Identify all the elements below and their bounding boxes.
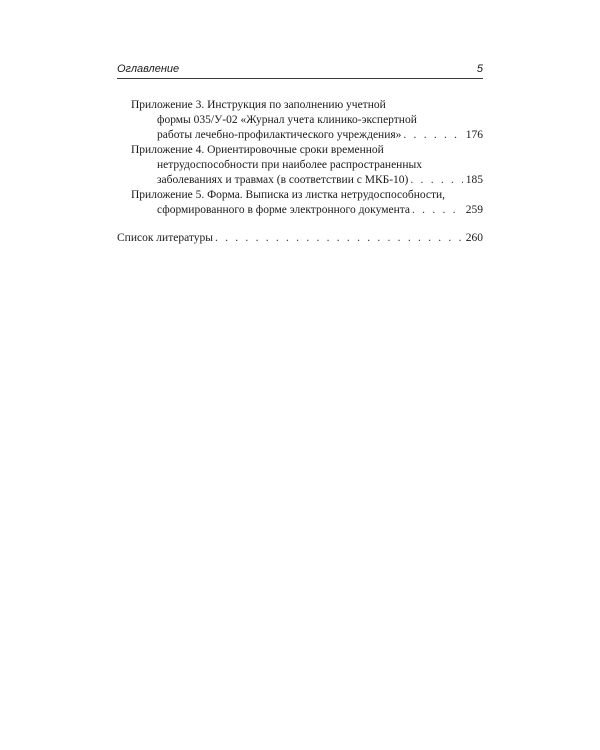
dot-leader xyxy=(412,203,463,218)
running-head xyxy=(117,62,483,79)
toc-entry-text: Приложение 5. Форма. Выписка из листка нетрудоспособности, xyxy=(131,189,446,201)
table-of-contents xyxy=(117,98,483,246)
running-head-title: Оглавление xyxy=(117,63,180,75)
dot-leader xyxy=(410,173,462,188)
toc-entry-text: Список литературы xyxy=(117,232,213,244)
toc-entry-text: заболеваниях и травмах (в соответствии с МКБ-10) xyxy=(157,174,409,186)
toc-entry-text: нетрудоспособности при наиболее распространенных xyxy=(157,159,422,171)
toc-page-number: 176 xyxy=(465,129,483,141)
toc-entry-appendix-5[interactable] xyxy=(117,188,483,218)
toc-entry-text: формы 035/У-02 «Журнал учета клинико-экспертной xyxy=(157,114,417,126)
toc-entry-text: сформированного в форме электронного документа xyxy=(157,204,411,216)
dot-leader xyxy=(215,231,463,246)
toc-entry-appendix-4[interactable] xyxy=(117,143,483,188)
toc-entry-text: работы лечебно-профилактического учреждения» xyxy=(157,129,402,141)
toc-page-number: 185 xyxy=(465,174,483,186)
toc-entry-text: Приложение 4. Ориентировочные сроки временной xyxy=(131,144,384,156)
page-number: 5 xyxy=(476,63,483,75)
toc-entry-references[interactable] xyxy=(117,231,483,246)
toc-entry-text: Приложение 3. Инструкция по заполнению учетной xyxy=(131,99,386,111)
dot-leader xyxy=(403,128,462,143)
toc-page-number: 260 xyxy=(465,232,483,244)
toc-entry-appendix-3[interactable] xyxy=(117,98,483,143)
toc-page-number: 259 xyxy=(465,204,483,216)
